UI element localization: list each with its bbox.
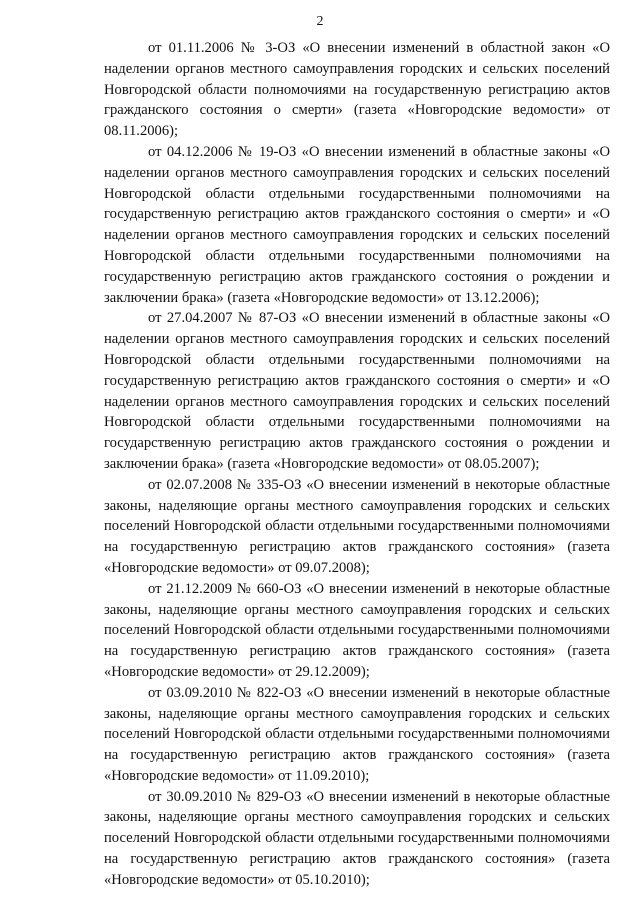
- law-entry-2006-19: от 04.12.2006 № 19-ОЗ «О внесении изменений в областные законы «О наделении органов местного самоуправления городских и сельских поселений Новгородской области отдельными государственными полномочиями на государственную регистрацию актов гражданского состояния о смерти» и «О наделении органов местного самоуправления городских и сельских поселений Новгородской области отдельными государственными полномочиями на государственную регистрацию актов гражданского состояния о рождении и заключении брака» (газета «Новгородские ведомости» от 13.12.2006);: [104, 143, 610, 306]
- law-entry-2007-87: от 27.04.2007 № 87-ОЗ «О внесении изменений в областные законы «О наделении органов местного самоуправления городских и сельских поселений Новгородской области отдельными государственными полномочиями на государственную регистрацию актов гражданского состояния о смерти» и «О наделении органов местного самоуправления городских и сельских поселений Новгородской области отдельными государственными полномочиями на государственную регистрацию актов гражданского состояния о рождении и заключении брака» (газета «Новгородские ведомости» от 08.05.2007);: [104, 310, 610, 472]
- law-entry-2009-660: от 21.12.2009 № 660-ОЗ «О внесении изменений в некоторые областные законы, наделяющие органы местного самоуправления городских и сельских поселений Новгородской области отдельными государственными полномочиями на государственную регистрацию актов гражданского состояния» (газета «Новгородские ведомости» от 29.12.2009);: [104, 580, 610, 680]
- page-number: 2: [316, 14, 324, 29]
- law-entry-2006-3: от 01.11.2006 № 3-ОЗ «О внесении изменений в областной закон «О наделении органов местного самоуправления городских и сельских поселений Новгородской области полномочиями на государственную регистрацию актов гражданского состояния о смерти» (газета «Новгородские ведомости» от 08.11.2006);: [104, 40, 610, 140]
- document-body: [104, 38, 610, 891]
- law-entry-2010-829: от 30.09.2010 № 829-ОЗ «О внесении изменений в некоторые областные законы, наделяющие органы местного самоуправления городских и сельских поселений Новгородской области отдельными государственными полномочиями на государственную регистрацию актов гражданского состояния» (газета «Новгородские ведомости» от 05.10.2010);: [104, 788, 610, 888]
- law-entry-2010-822: от 03.09.2010 № 822-ОЗ «О внесении изменений в некоторые областные законы, наделяющие органы местного самоуправления городских и сельских поселений Новгородской области отдельными государственными полномочиями на государственную регистрацию актов гражданского состояния» (газета «Новгородские ведомости» от 11.09.2010);: [104, 684, 610, 784]
- law-entry-2008-335: от 02.07.2008 № 335-ОЗ «О внесении изменений в некоторые областные законы, наделяющие органы местного самоуправления городских и сельских поселений Новгородской области отдельными государственными полномочиями на государственную регистрацию актов гражданского состояния» (газета «Новгородские ведомости» от 09.07.2008);: [104, 476, 610, 576]
